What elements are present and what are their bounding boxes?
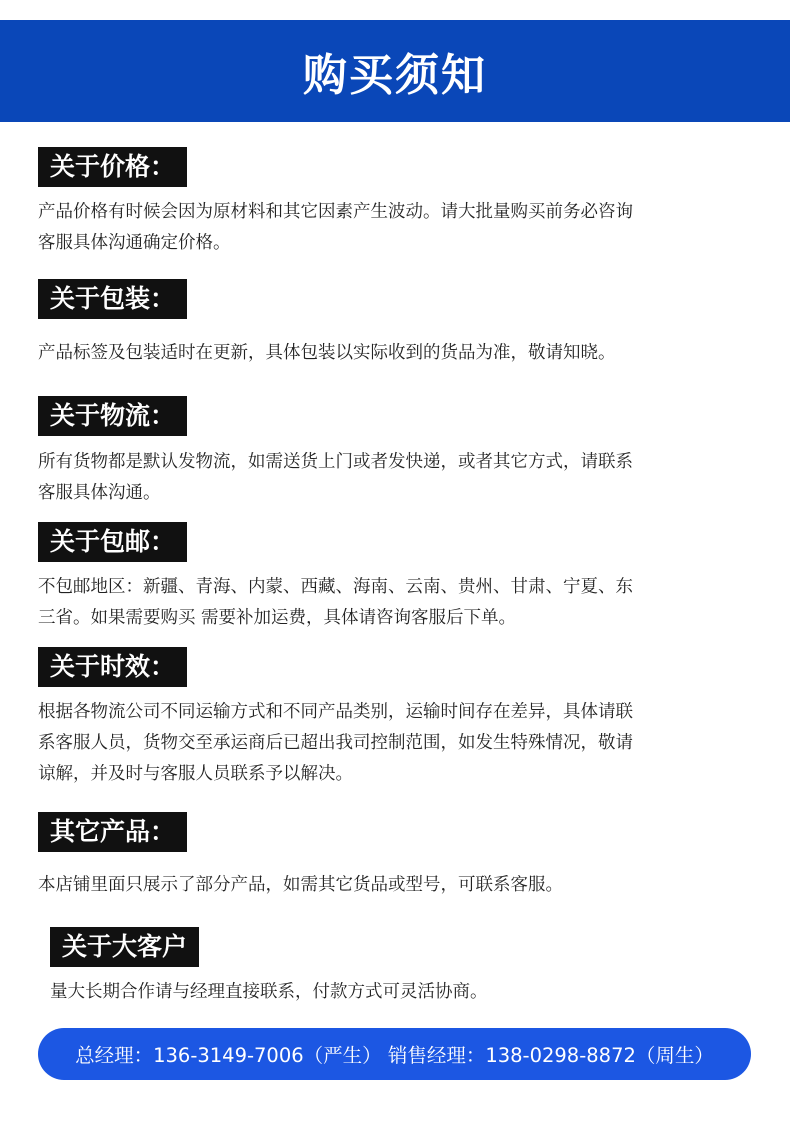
section-title-other-products: 其它产品： <box>38 812 187 852</box>
section-title-price: 关于价格： <box>38 147 187 187</box>
section-title-timeliness: 关于时效： <box>38 647 187 687</box>
page-title: 购买须知 <box>303 50 487 101</box>
section-title-big-customers: 关于大客户 <box>50 927 199 967</box>
section-text-shipping: 不包邮地区：新疆、青海、内蒙、西藏、海南、云南、贵州、甘肃、宁夏、东 三省。如果需要购买 需要补加运费，具体请咨询客服后下单。 <box>38 577 633 628</box>
section-title-packaging: 关于包装： <box>38 279 187 319</box>
contact-bar: 总经理：136-3149-7006（严生） 销售经理：138-0298-8872（周生） <box>38 1028 751 1080</box>
section-text-logistics: 所有货物都是默认发物流，如需送货上门或者发快递，或者其它方式，请联系 客服具体沟通。 <box>38 452 633 503</box>
section-text-packaging: 产品标签及包装适时在更新，具体包装以实际收到的货品为准，敬请知晓。 <box>38 343 616 363</box>
section-text-timeliness: 根据各物流公司不同运输方式和不同产品类别，运输时间存在差异，具体请联 系客服人员，货物交至承运商后已超出我司控制范围，如发生特殊情况，敬请 谅解，并及时与客服人员联系予以解决。 <box>38 702 633 784</box>
section-title-logistics: 关于物流： <box>38 396 187 436</box>
section-text-big-customers: 量大长期合作请与经理直接联系，付款方式可灵活协商。 <box>50 982 488 1002</box>
section-text-other-products: 本店铺里面只展示了部分产品，如需其它货品或型号，可联系客服。 <box>38 875 563 895</box>
section-title-shipping: 关于包邮： <box>38 522 187 562</box>
section-text-price: 产品价格有时候会因为原材料和其它因素产生波动。请大批量购买前务必咨询 客服具体沟通确定价格。 <box>38 202 633 253</box>
header-banner <box>0 20 790 122</box>
